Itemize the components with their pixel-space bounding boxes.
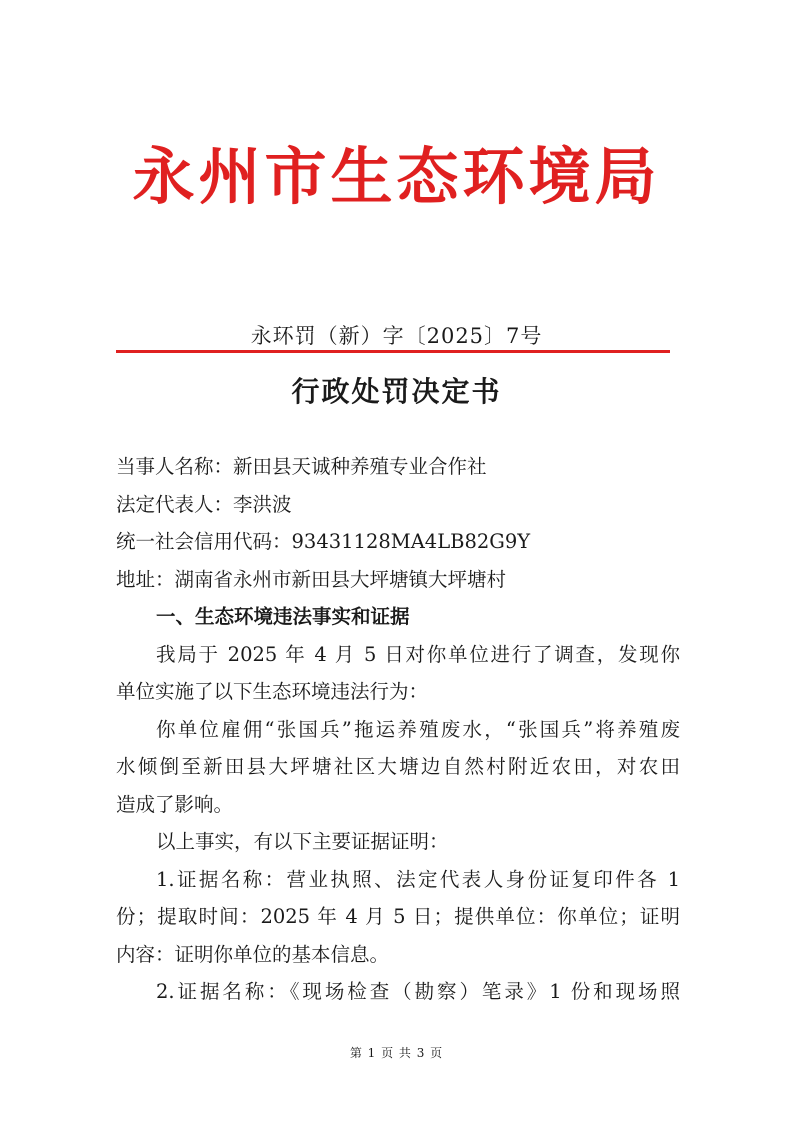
section-heading-violation-facts: 一、生态环境违法事实和证据 — [156, 605, 410, 628]
paragraph-line: 水倾倒至新田县大坪塘社区大塘边自然村附近农田，对农田 — [116, 755, 680, 778]
document-number: 永环罚（新）字〔2025〕7号 — [250, 324, 543, 348]
paragraph-line: 内容：证明你单位的基本信息。 — [116, 942, 390, 966]
paragraph-line: 1.证据名称：营业执照、法定代表人身份证复印件各 1 — [156, 867, 680, 891]
issuing-organization-header: 永州市生态环境局 — [132, 140, 661, 213]
credit-code-line: 统一社会信用代码：93431128MA4LB82G9Y — [116, 530, 531, 553]
paragraph-line: 单位实施了以下生态环境违法行为： — [116, 680, 429, 703]
paragraph-line: 造成了影响。 — [116, 792, 234, 816]
party-name-line: 当事人名称：新田县天诚种养殖专业合作社 — [116, 455, 487, 478]
paragraph-line: 2.证据名称：《现场检查（勘察）笔录》1 份和现场照 — [156, 980, 680, 1003]
paragraph-line: 我局于 2025 年 4 月 5 日对你单位进行了调查，发现你 — [156, 642, 680, 666]
address-line: 地址：湖南省永州市新田县大坪塘镇大坪塘村 — [116, 567, 507, 591]
legal-representative-line: 法定代表人：李洪波 — [116, 492, 292, 516]
page-number-footer: 第 1 页 共 3 页 — [349, 1046, 444, 1060]
paragraph-line: 你单位雇佣“张国兵”拖运养殖废水，“张国兵”将养殖废 — [156, 717, 680, 741]
document-title: 行政处罚决定书 — [291, 375, 502, 408]
document-body — [116, 448, 680, 1011]
paragraph-line: 以上事实，有以下主要证据证明： — [156, 830, 449, 853]
paragraph-line: 份；提取时间：2025 年 4 月 5 日；提供单位：你单位；证明 — [116, 905, 680, 928]
red-divider-line — [116, 350, 670, 353]
